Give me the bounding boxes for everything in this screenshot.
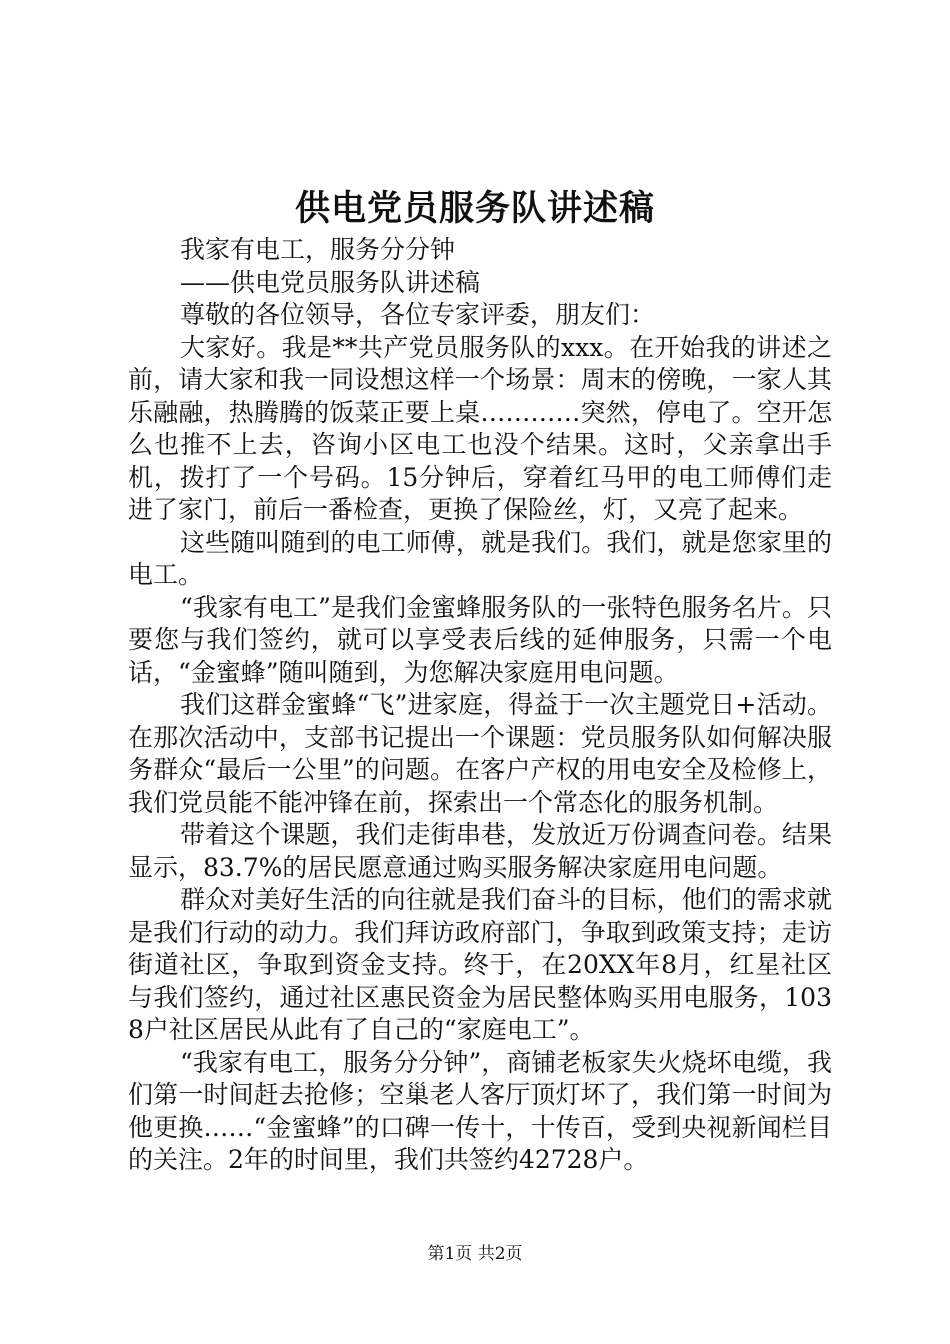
salutation: 尊敬的各位领导，各位专家评委，朋友们： [180, 300, 656, 329]
paragraph: “我家有电工”是我们金蜜蜂服务队的一张特色服务名片。只要您与我们签约，就可以享受表后线的延伸服务，只需一个电话，“金蜜蜂”随叫随到，为您解决家庭用电问题。 [128, 592, 832, 687]
paragraph: 大家好。我是**共产党员服务队的xxx。在开始我的讲述之前，请大家和我一同设想这样一个场景：周末的傍晚，一家人其乐融融，热腾腾的饭菜正要上桌…………突然，停电了。空开怎么也推不上去，咨询小区电工也没个结果。这时，父亲拿出手机，拨打了一个号码。15分钟后，穿着红马甲的电工师傅们走进了家门，前后一番检查，更换了保险丝，灯，又亮了起来。 [128, 332, 832, 524]
paragraph: 我们这群金蜜蜂“飞”进家庭，得益于一次主题党日+活动。在那次活动中，支部书记提出一个课题：党员服务队如何解决服务群众“最后一公里”的问题。在客户产权的用电安全及检修上，我们党员能不能冲锋在前，探索出一个常态化的服务机制。 [128, 690, 832, 817]
paragraph: 群众对美好生活的向往就是我们奋斗的目标，他们的需求就是我们行动的动力。我们拜访政府部门，争取到政策支持；走访街道社区，争取到资金支持。终于，在20XX年8月，红星社区与我们签约，通过社区惠民资金为居民整体购买用电服务，1038户社区居民从此有了自己的“家庭电工”。 [128, 885, 832, 1044]
subtitle-dash-line: ——供电党员服务队讲述稿 [180, 267, 481, 297]
document-title: 供电党员服务队讲述稿 [294, 188, 655, 229]
subtitle-line: 我家有电工，服务分分钟 [180, 235, 456, 264]
paragraph: 这些随叫随到的电工师傅，就是我们。我们，就是您家里的电工。 [128, 527, 832, 589]
paragraph: “我家有电工，服务分分钟”，商铺老板家失火烧坏电缆，我们第一时间赶去抢修；空巢老人客厅顶灯坏了，我们第一时间为他更换……“金蜜蜂”的口碑一传十，十传百，受到央视新闻栏目的关注。2年的时间里，我们共签约42728户。 [128, 1047, 832, 1174]
paragraph: 带着这个课题，我们走街串巷，发放近万份调查问卷。结果显示，83.7%的居民愿意通过购买服务解决家庭用电问题。 [128, 820, 832, 882]
page-footer: 第1页 共2页 [427, 1244, 523, 1264]
document-body [128, 234, 832, 1177]
